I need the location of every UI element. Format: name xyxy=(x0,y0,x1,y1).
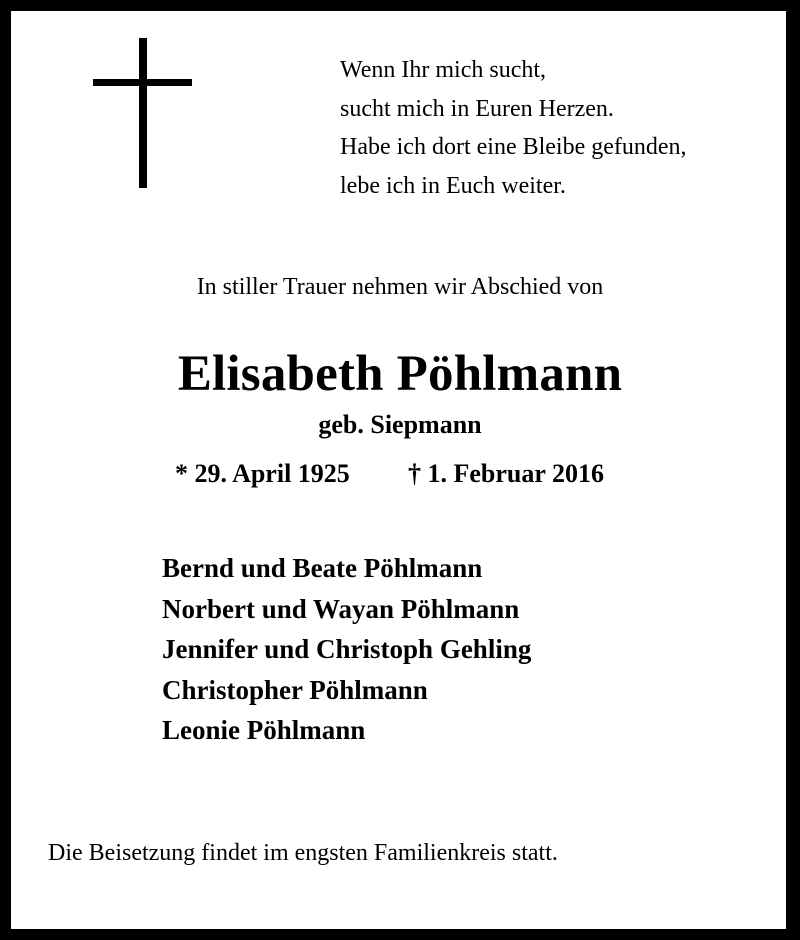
poem-line: lebe ich in Euch weiter. xyxy=(340,172,566,199)
birth-date: * 29. April 1925 xyxy=(175,459,350,488)
poem xyxy=(340,51,687,205)
mourner-name: Christopher Pöhlmann xyxy=(162,674,428,705)
poem-line: Wenn Ihr mich sucht, xyxy=(340,57,547,83)
intro-text: In stiller Trauer nehmen wir Abschied von xyxy=(196,274,604,300)
poem-line: sucht mich in Euren Herzen. xyxy=(340,95,614,122)
cross-icon xyxy=(93,38,192,188)
mourner-name: Bernd und Beate Pöhlmann xyxy=(162,553,483,583)
death-date: † 1. Februar 2016 xyxy=(408,459,604,488)
burial-note: Die Beisetzung findet im engsten Familienkreis statt. xyxy=(48,840,558,866)
cross-vertical-bar xyxy=(139,38,147,188)
mourner-name: Norbert und Wayan Pöhlmann xyxy=(162,593,520,624)
mourner-name: Leonie Pöhlmann xyxy=(162,715,366,745)
cross-horizontal-bar xyxy=(93,79,192,86)
deceased-name: Elisabeth Pöhlmann xyxy=(177,346,623,402)
poem-line: Habe ich dort eine Bleibe gefunden, xyxy=(340,134,687,160)
mourner-name: Jennifer und Christoph Gehling xyxy=(162,634,532,664)
maiden-name: geb. Siepmann xyxy=(318,410,482,439)
mourners-list xyxy=(162,548,531,751)
